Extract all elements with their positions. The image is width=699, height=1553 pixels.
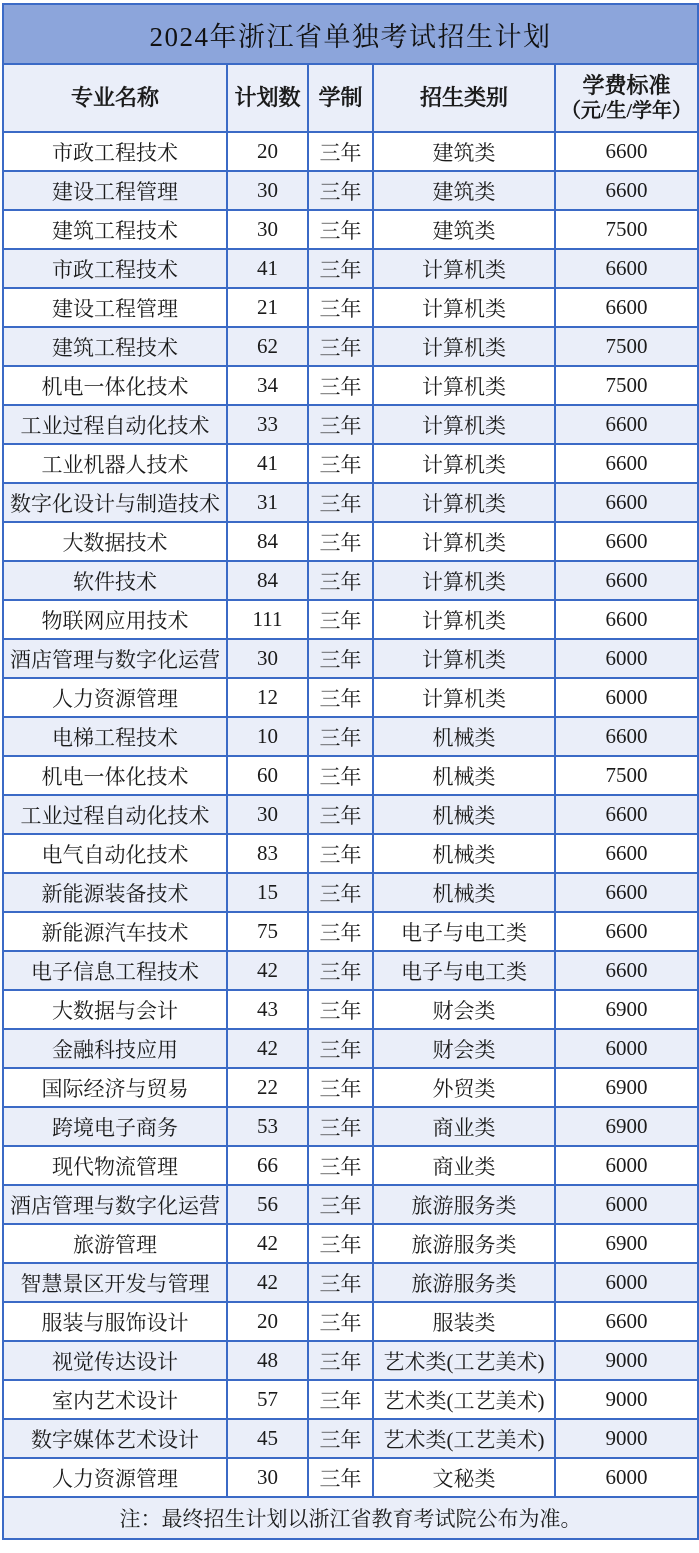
plan-count-cell: 57 xyxy=(227,1380,308,1419)
fee-cell: 6600 xyxy=(555,249,698,288)
fee-cell: 6000 xyxy=(555,1263,698,1302)
fee-cell: 6600 xyxy=(555,717,698,756)
major-cell: 大数据与会计 xyxy=(3,990,227,1029)
major-cell: 建筑工程技术 xyxy=(3,210,227,249)
fee-cell: 6000 xyxy=(555,639,698,678)
category-cell: 计算机类 xyxy=(373,678,555,717)
category-cell: 旅游服务类 xyxy=(373,1185,555,1224)
category-cell: 商业类 xyxy=(373,1146,555,1185)
table-row xyxy=(3,444,698,483)
category-cell: 建筑类 xyxy=(373,210,555,249)
plan-count-cell: 22 xyxy=(227,1068,308,1107)
fee-cell: 6000 xyxy=(555,1185,698,1224)
plan-count-cell: 84 xyxy=(227,561,308,600)
fee-cell: 6600 xyxy=(555,1302,698,1341)
col-header-fee xyxy=(555,64,698,132)
category-cell: 计算机类 xyxy=(373,561,555,600)
duration-cell: 三年 xyxy=(308,249,373,288)
plan-count-cell: 12 xyxy=(227,678,308,717)
duration-cell: 三年 xyxy=(308,1458,373,1497)
fee-cell: 9000 xyxy=(555,1419,698,1458)
table-title: 2024年浙江省单独考试招生计划 xyxy=(3,4,698,64)
fee-cell: 6900 xyxy=(555,990,698,1029)
table-row xyxy=(3,249,698,288)
fee-cell: 6600 xyxy=(555,288,698,327)
fee-cell: 6900 xyxy=(555,1107,698,1146)
fee-cell: 6000 xyxy=(555,1146,698,1185)
table-row xyxy=(3,1146,698,1185)
fee-cell: 7500 xyxy=(555,210,698,249)
table-row xyxy=(3,990,698,1029)
fee-cell: 6600 xyxy=(555,600,698,639)
category-cell: 计算机类 xyxy=(373,405,555,444)
category-cell: 艺术类(工艺美术) xyxy=(373,1380,555,1419)
duration-cell: 三年 xyxy=(308,1302,373,1341)
column-header-row xyxy=(3,64,698,132)
duration-cell: 三年 xyxy=(308,756,373,795)
fee-cell: 6600 xyxy=(555,912,698,951)
duration-cell: 三年 xyxy=(308,600,373,639)
plan-count-cell: 41 xyxy=(227,249,308,288)
fee-cell: 6600 xyxy=(555,951,698,990)
table-row xyxy=(3,1068,698,1107)
fee-cell: 6900 xyxy=(555,1068,698,1107)
duration-cell: 三年 xyxy=(308,639,373,678)
plan-count-cell: 53 xyxy=(227,1107,308,1146)
major-cell: 旅游管理 xyxy=(3,1224,227,1263)
duration-cell: 三年 xyxy=(308,1029,373,1068)
fee-cell: 6000 xyxy=(555,678,698,717)
category-cell: 旅游服务类 xyxy=(373,1224,555,1263)
plan-count-cell: 42 xyxy=(227,1029,308,1068)
plan-count-cell: 84 xyxy=(227,522,308,561)
category-cell: 商业类 xyxy=(373,1107,555,1146)
duration-cell: 三年 xyxy=(308,1185,373,1224)
plan-count-cell: 42 xyxy=(227,1224,308,1263)
duration-cell: 三年 xyxy=(308,210,373,249)
major-cell: 工业机器人技术 xyxy=(3,444,227,483)
plan-count-cell: 83 xyxy=(227,834,308,873)
major-cell: 电气自动化技术 xyxy=(3,834,227,873)
fee-cell: 6600 xyxy=(555,405,698,444)
table-row xyxy=(3,483,698,522)
fee-cell: 7500 xyxy=(555,756,698,795)
table-row xyxy=(3,600,698,639)
major-cell: 金融科技应用 xyxy=(3,1029,227,1068)
category-cell: 艺术类(工艺美术) xyxy=(373,1419,555,1458)
table-row xyxy=(3,522,698,561)
plan-count-cell: 60 xyxy=(227,756,308,795)
plan-count-cell: 34 xyxy=(227,366,308,405)
duration-cell: 三年 xyxy=(308,327,373,366)
table-row xyxy=(3,639,698,678)
table-row xyxy=(3,132,698,171)
table-row xyxy=(3,1341,698,1380)
plan-count-cell: 20 xyxy=(227,132,308,171)
table-row xyxy=(3,678,698,717)
table-row xyxy=(3,912,698,951)
category-cell: 外贸类 xyxy=(373,1068,555,1107)
major-cell: 新能源装备技术 xyxy=(3,873,227,912)
category-cell: 建筑类 xyxy=(373,132,555,171)
table-row xyxy=(3,405,698,444)
category-cell: 计算机类 xyxy=(373,444,555,483)
plan-count-cell: 33 xyxy=(227,405,308,444)
table-body xyxy=(3,132,698,1497)
major-cell: 建设工程管理 xyxy=(3,171,227,210)
table-row xyxy=(3,171,698,210)
category-cell: 计算机类 xyxy=(373,600,555,639)
major-cell: 电梯工程技术 xyxy=(3,717,227,756)
major-cell: 建筑工程技术 xyxy=(3,327,227,366)
plan-count-cell: 21 xyxy=(227,288,308,327)
major-cell: 室内艺术设计 xyxy=(3,1380,227,1419)
duration-cell: 三年 xyxy=(308,1224,373,1263)
major-cell: 人力资源管理 xyxy=(3,1458,227,1497)
table-row xyxy=(3,1302,698,1341)
duration-cell: 三年 xyxy=(308,795,373,834)
plan-count-cell: 30 xyxy=(227,1458,308,1497)
table-row xyxy=(3,327,698,366)
major-cell: 软件技术 xyxy=(3,561,227,600)
fee-cell: 6600 xyxy=(555,171,698,210)
duration-cell: 三年 xyxy=(308,1107,373,1146)
table-row xyxy=(3,717,698,756)
duration-cell: 三年 xyxy=(308,288,373,327)
table-row xyxy=(3,795,698,834)
duration-cell: 三年 xyxy=(308,444,373,483)
duration-cell: 三年 xyxy=(308,873,373,912)
major-cell: 视觉传达设计 xyxy=(3,1341,227,1380)
table-row xyxy=(3,1380,698,1419)
table-row xyxy=(3,1419,698,1458)
major-cell: 数字媒体艺术设计 xyxy=(3,1419,227,1458)
major-cell: 人力资源管理 xyxy=(3,678,227,717)
col-header-category: 招生类别 xyxy=(373,64,555,132)
duration-cell: 三年 xyxy=(308,405,373,444)
plan-count-cell: 15 xyxy=(227,873,308,912)
category-cell: 艺术类(工艺美术) xyxy=(373,1341,555,1380)
category-cell: 文秘类 xyxy=(373,1458,555,1497)
duration-cell: 三年 xyxy=(308,1419,373,1458)
plan-count-cell: 111 xyxy=(227,600,308,639)
plan-count-cell: 20 xyxy=(227,1302,308,1341)
fee-cell: 6900 xyxy=(555,1224,698,1263)
plan-count-cell: 56 xyxy=(227,1185,308,1224)
duration-cell: 三年 xyxy=(308,1380,373,1419)
plan-count-cell: 30 xyxy=(227,639,308,678)
table-row xyxy=(3,1107,698,1146)
major-cell: 物联网应用技术 xyxy=(3,600,227,639)
plan-count-cell: 45 xyxy=(227,1419,308,1458)
category-cell: 计算机类 xyxy=(373,522,555,561)
major-cell: 机电一体化技术 xyxy=(3,366,227,405)
duration-cell: 三年 xyxy=(308,483,373,522)
major-cell: 服装与服饰设计 xyxy=(3,1302,227,1341)
footnote-row xyxy=(3,1497,698,1539)
table-row xyxy=(3,561,698,600)
duration-cell: 三年 xyxy=(308,1146,373,1185)
duration-cell: 三年 xyxy=(308,990,373,1029)
category-cell: 财会类 xyxy=(373,1029,555,1068)
duration-cell: 三年 xyxy=(308,1263,373,1302)
category-cell: 计算机类 xyxy=(373,366,555,405)
duration-cell: 三年 xyxy=(308,912,373,951)
plan-count-cell: 43 xyxy=(227,990,308,1029)
category-cell: 计算机类 xyxy=(373,639,555,678)
plan-count-cell: 10 xyxy=(227,717,308,756)
duration-cell: 三年 xyxy=(308,951,373,990)
plan-count-cell: 42 xyxy=(227,951,308,990)
table-row xyxy=(3,1458,698,1497)
category-cell: 建筑类 xyxy=(373,171,555,210)
category-cell: 计算机类 xyxy=(373,288,555,327)
fee-cell: 7500 xyxy=(555,327,698,366)
duration-cell: 三年 xyxy=(308,132,373,171)
category-cell: 电子与电工类 xyxy=(373,912,555,951)
plan-count-cell: 30 xyxy=(227,795,308,834)
major-cell: 电子信息工程技术 xyxy=(3,951,227,990)
table-row xyxy=(3,1224,698,1263)
col-header-duration: 学制 xyxy=(308,64,373,132)
duration-cell: 三年 xyxy=(308,678,373,717)
major-cell: 数字化设计与制造技术 xyxy=(3,483,227,522)
title-row xyxy=(3,4,698,64)
category-cell: 机械类 xyxy=(373,834,555,873)
fee-cell: 6600 xyxy=(555,132,698,171)
category-cell: 机械类 xyxy=(373,756,555,795)
table-row xyxy=(3,210,698,249)
enrollment-plan-table xyxy=(2,3,699,1540)
table-row xyxy=(3,834,698,873)
duration-cell: 三年 xyxy=(308,561,373,600)
category-cell: 电子与电工类 xyxy=(373,951,555,990)
category-cell: 机械类 xyxy=(373,795,555,834)
fee-cell: 6600 xyxy=(555,834,698,873)
major-cell: 跨境电子商务 xyxy=(3,1107,227,1146)
plan-count-cell: 48 xyxy=(227,1341,308,1380)
fee-cell: 9000 xyxy=(555,1380,698,1419)
duration-cell: 三年 xyxy=(308,834,373,873)
major-cell: 智慧景区开发与管理 xyxy=(3,1263,227,1302)
plan-count-cell: 62 xyxy=(227,327,308,366)
table-row xyxy=(3,756,698,795)
fee-cell: 9000 xyxy=(555,1341,698,1380)
category-cell: 机械类 xyxy=(373,873,555,912)
table-row xyxy=(3,366,698,405)
col-header-plan-count: 计划数 xyxy=(227,64,308,132)
plan-count-cell: 66 xyxy=(227,1146,308,1185)
plan-count-cell: 30 xyxy=(227,171,308,210)
table-row xyxy=(3,1185,698,1224)
table-row xyxy=(3,873,698,912)
major-cell: 现代物流管理 xyxy=(3,1146,227,1185)
fee-cell: 6600 xyxy=(555,522,698,561)
major-cell: 国际经济与贸易 xyxy=(3,1068,227,1107)
duration-cell: 三年 xyxy=(308,366,373,405)
plan-count-cell: 75 xyxy=(227,912,308,951)
category-cell: 计算机类 xyxy=(373,249,555,288)
fee-cell: 6600 xyxy=(555,561,698,600)
plan-count-cell: 30 xyxy=(227,210,308,249)
plan-count-cell: 31 xyxy=(227,483,308,522)
plan-count-cell: 41 xyxy=(227,444,308,483)
major-cell: 酒店管理与数字化运营 xyxy=(3,1185,227,1224)
duration-cell: 三年 xyxy=(308,522,373,561)
major-cell: 市政工程技术 xyxy=(3,249,227,288)
duration-cell: 三年 xyxy=(308,171,373,210)
major-cell: 新能源汽车技术 xyxy=(3,912,227,951)
category-cell: 计算机类 xyxy=(373,327,555,366)
col-header-major: 专业名称 xyxy=(3,64,227,132)
category-cell: 财会类 xyxy=(373,990,555,1029)
fee-cell: 6600 xyxy=(555,444,698,483)
table-row xyxy=(3,1029,698,1068)
fee-cell: 6600 xyxy=(555,795,698,834)
category-cell: 服装类 xyxy=(373,1302,555,1341)
footnote: 注：最终招生计划以浙江省教育考试院公布为准。 xyxy=(3,1497,698,1539)
major-cell: 工业过程自动化技术 xyxy=(3,795,227,834)
category-cell: 计算机类 xyxy=(373,483,555,522)
duration-cell: 三年 xyxy=(308,1068,373,1107)
fee-cell: 6600 xyxy=(555,483,698,522)
category-cell: 机械类 xyxy=(373,717,555,756)
category-cell: 旅游服务类 xyxy=(373,1263,555,1302)
major-cell: 建设工程管理 xyxy=(3,288,227,327)
col-header-fee-unit: （元/生/学年） xyxy=(560,100,693,123)
table-row xyxy=(3,288,698,327)
duration-cell: 三年 xyxy=(308,1341,373,1380)
col-header-fee-title: 学费标准 xyxy=(582,72,671,98)
fee-cell: 6600 xyxy=(555,873,698,912)
major-cell: 机电一体化技术 xyxy=(3,756,227,795)
major-cell: 工业过程自动化技术 xyxy=(3,405,227,444)
plan-count-cell: 42 xyxy=(227,1263,308,1302)
major-cell: 大数据技术 xyxy=(3,522,227,561)
table-row xyxy=(3,951,698,990)
fee-cell: 7500 xyxy=(555,366,698,405)
major-cell: 酒店管理与数字化运营 xyxy=(3,639,227,678)
major-cell: 市政工程技术 xyxy=(3,132,227,171)
duration-cell: 三年 xyxy=(308,717,373,756)
table-row xyxy=(3,1263,698,1302)
fee-cell: 6000 xyxy=(555,1029,698,1068)
fee-cell: 6000 xyxy=(555,1458,698,1497)
